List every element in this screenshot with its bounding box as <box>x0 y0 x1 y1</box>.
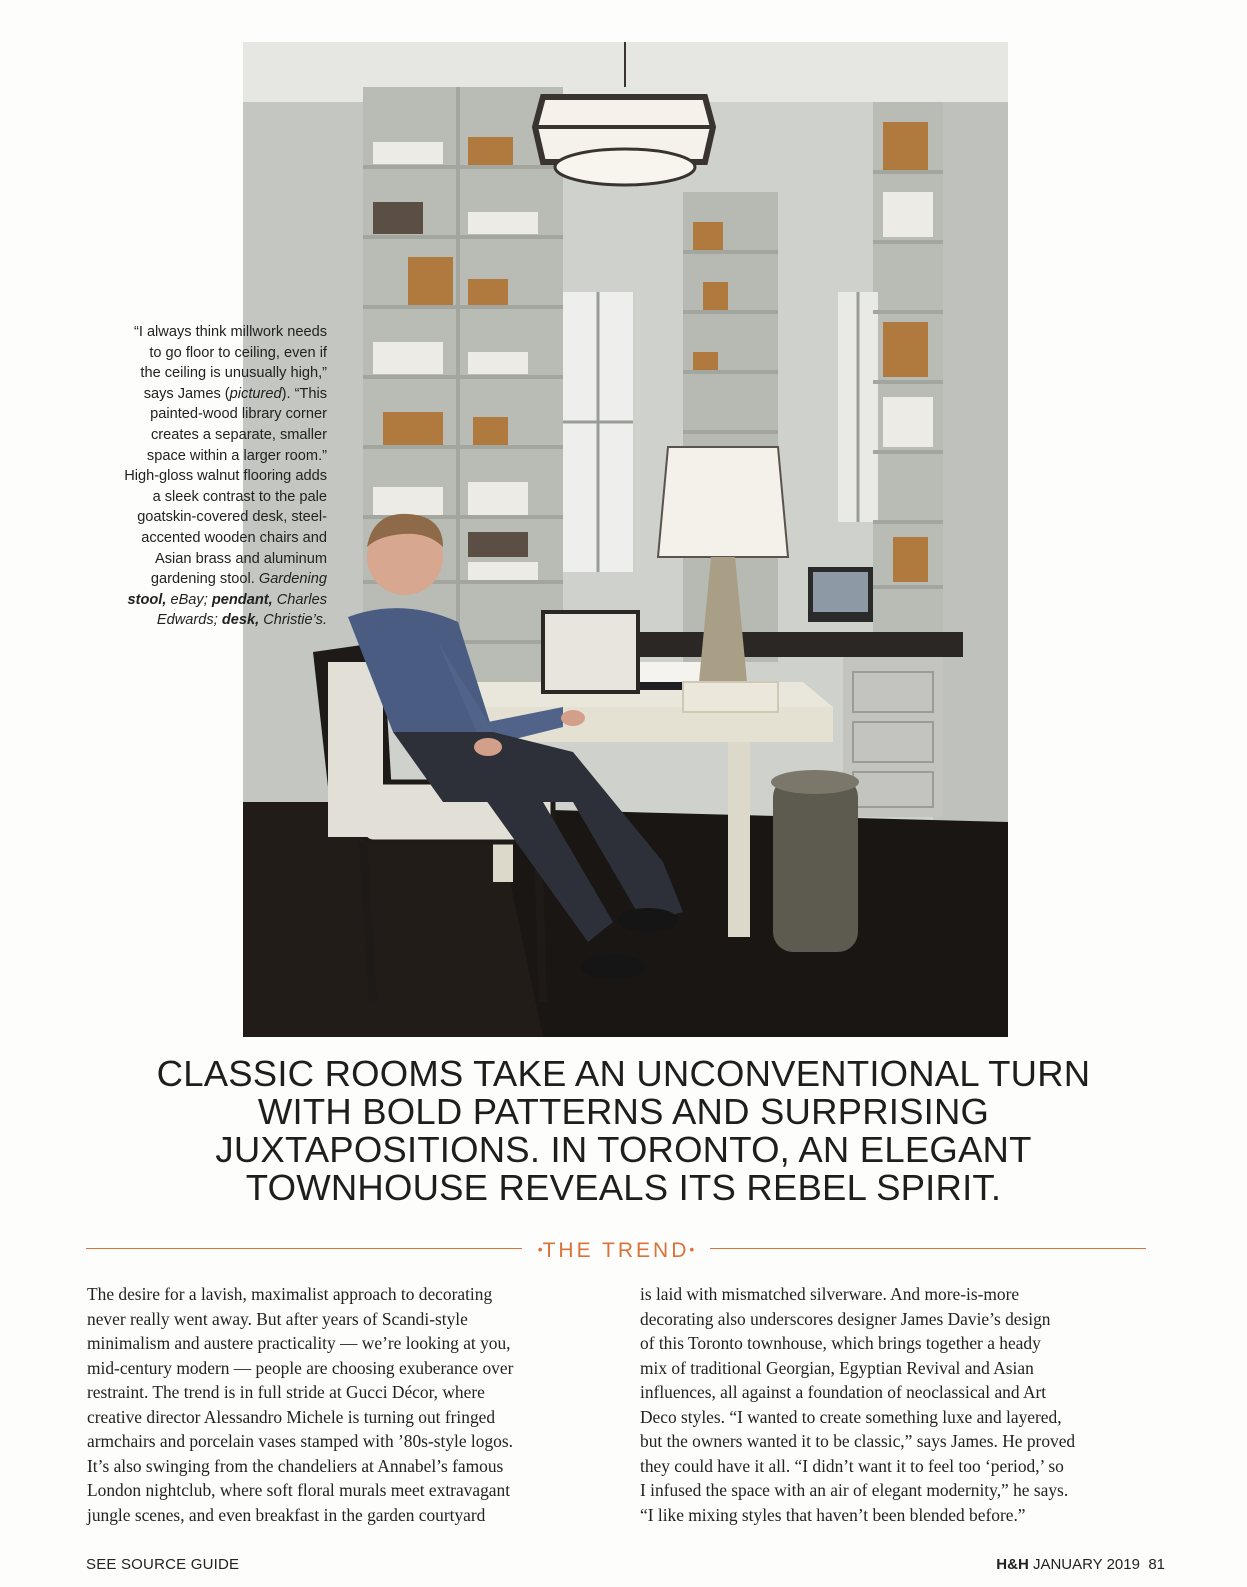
page-folio <box>996 1556 1165 1573</box>
body-line: but the owners wanted it to be classic,” says James. He proved <box>640 1431 1076 1451</box>
body-line: mid-century modern — people are choosing exuberance over <box>87 1357 514 1378</box>
feature-photo <box>243 42 1008 1037</box>
body-line: never really went away. But after years of Scandi-style <box>87 1308 468 1329</box>
caption-line: gardening stool. <box>150 571 259 588</box>
headline-line: WITH BOLD PATTERNS AND SURPRISING <box>257 1091 990 1132</box>
body-line: of this Toronto townhouse, which brings together a heady <box>640 1333 1041 1353</box>
body-column-left <box>87 1282 612 1527</box>
caption-line: High-gloss walnut flooring adds <box>124 468 327 485</box>
caption-line: “I always think millwork needs <box>133 324 327 340</box>
body-line: minimalism and austere practicality — we’re looking at you, <box>87 1333 511 1353</box>
magazine-brand: H&H <box>996 1556 1029 1573</box>
bullet-icon: • <box>537 1241 543 1257</box>
body-line: The desire for a lavish, maximalist approach to decorating <box>87 1284 493 1304</box>
caption-credit: eBay; <box>166 591 212 608</box>
body-column-right <box>640 1282 1165 1527</box>
headline-line: TOWNHOUSE REVEALS ITS REBEL SPIRIT. <box>245 1167 1002 1208</box>
caption-line: says James ( <box>143 385 230 402</box>
body-line: armchairs and porcelain vases stamped with ’80s-style logos. <box>87 1431 513 1451</box>
caption-credit: Charles <box>272 591 327 608</box>
body-line: restraint. The trend is in full stride at Gucci Décor, where <box>87 1382 485 1402</box>
caption-line: creates a separate, smaller <box>150 426 327 443</box>
body-line: I infused the space with an air of elegant modernity,” he says. <box>640 1480 1069 1500</box>
section-label <box>86 1236 1146 1264</box>
caption-credit: Christie’s. <box>259 612 327 629</box>
caption-line: goatskin-covered desk, steel- <box>137 509 327 526</box>
bullet-icon: • <box>689 1241 695 1257</box>
source-guide-note: SEE SOURCE GUIDE <box>86 1556 240 1573</box>
body-line: Deco styles. “I wanted to create something luxe and layered, <box>640 1406 1062 1427</box>
caption-italic: Gardening <box>258 571 327 588</box>
caption-line: the ceiling is unusually high,” <box>140 365 327 382</box>
section-label-text: THE TREND <box>542 1239 690 1262</box>
caption-italic: pictured <box>229 385 282 402</box>
caption-line: ). “This <box>281 385 327 402</box>
headline <box>120 1055 1127 1207</box>
body-line: “I like mixing styles that haven’t been blended before.” <box>640 1504 1026 1525</box>
body-line: London nightclub, where soft floral murals meet extravagant <box>87 1480 511 1500</box>
caption-credit-bold: stool, <box>127 591 167 608</box>
caption-line: to go floor to ceiling, even if <box>149 344 327 361</box>
caption-line: painted-wood library corner <box>150 406 327 423</box>
body-line: they could have it all. “I didn’t want it to feel too ‘period,’ so <box>640 1455 1064 1476</box>
photo-caption <box>82 322 327 631</box>
body-line: jungle scenes, and even breakfast in the garden courtyard <box>87 1504 486 1525</box>
caption-line: a sleek contrast to the pale <box>152 488 327 505</box>
headline-line: JUXTAPOSITIONS. IN TORONTO, AN ELEGANT <box>215 1129 1032 1170</box>
caption-credit-bold: desk, <box>221 612 260 629</box>
body-line: influences, all against a foundation of neoclassical and Art <box>640 1382 1047 1402</box>
body-line: creative director Alessandro Michele is turning out fringed <box>87 1406 496 1427</box>
body-line: decorating also underscores designer James Davie’s design <box>640 1308 1051 1329</box>
caption-line: space within a larger room.” <box>146 447 327 464</box>
body-line: It’s also swinging from the chandeliers at Annabel’s famous <box>87 1455 504 1476</box>
headline-line: CLASSIC ROOMS TAKE AN UNCONVENTIONAL TURN <box>156 1053 1091 1094</box>
section-divider <box>86 1236 1146 1262</box>
page-number: 81 <box>1148 1556 1165 1573</box>
caption-credit: Edwards; <box>156 612 222 629</box>
caption-line: accented wooden chairs and <box>141 529 327 546</box>
caption-line: Asian brass and aluminum <box>155 550 327 567</box>
body-line: is laid with mismatched silverware. And more-is-more <box>640 1284 1020 1304</box>
library-office-photo <box>243 42 1008 1037</box>
issue-date: JANUARY 2019 <box>1028 1556 1140 1573</box>
caption-credit-bold: pendant, <box>211 591 273 608</box>
body-line: mix of traditional Georgian, Egyptian Revival and Asian <box>640 1357 1034 1378</box>
